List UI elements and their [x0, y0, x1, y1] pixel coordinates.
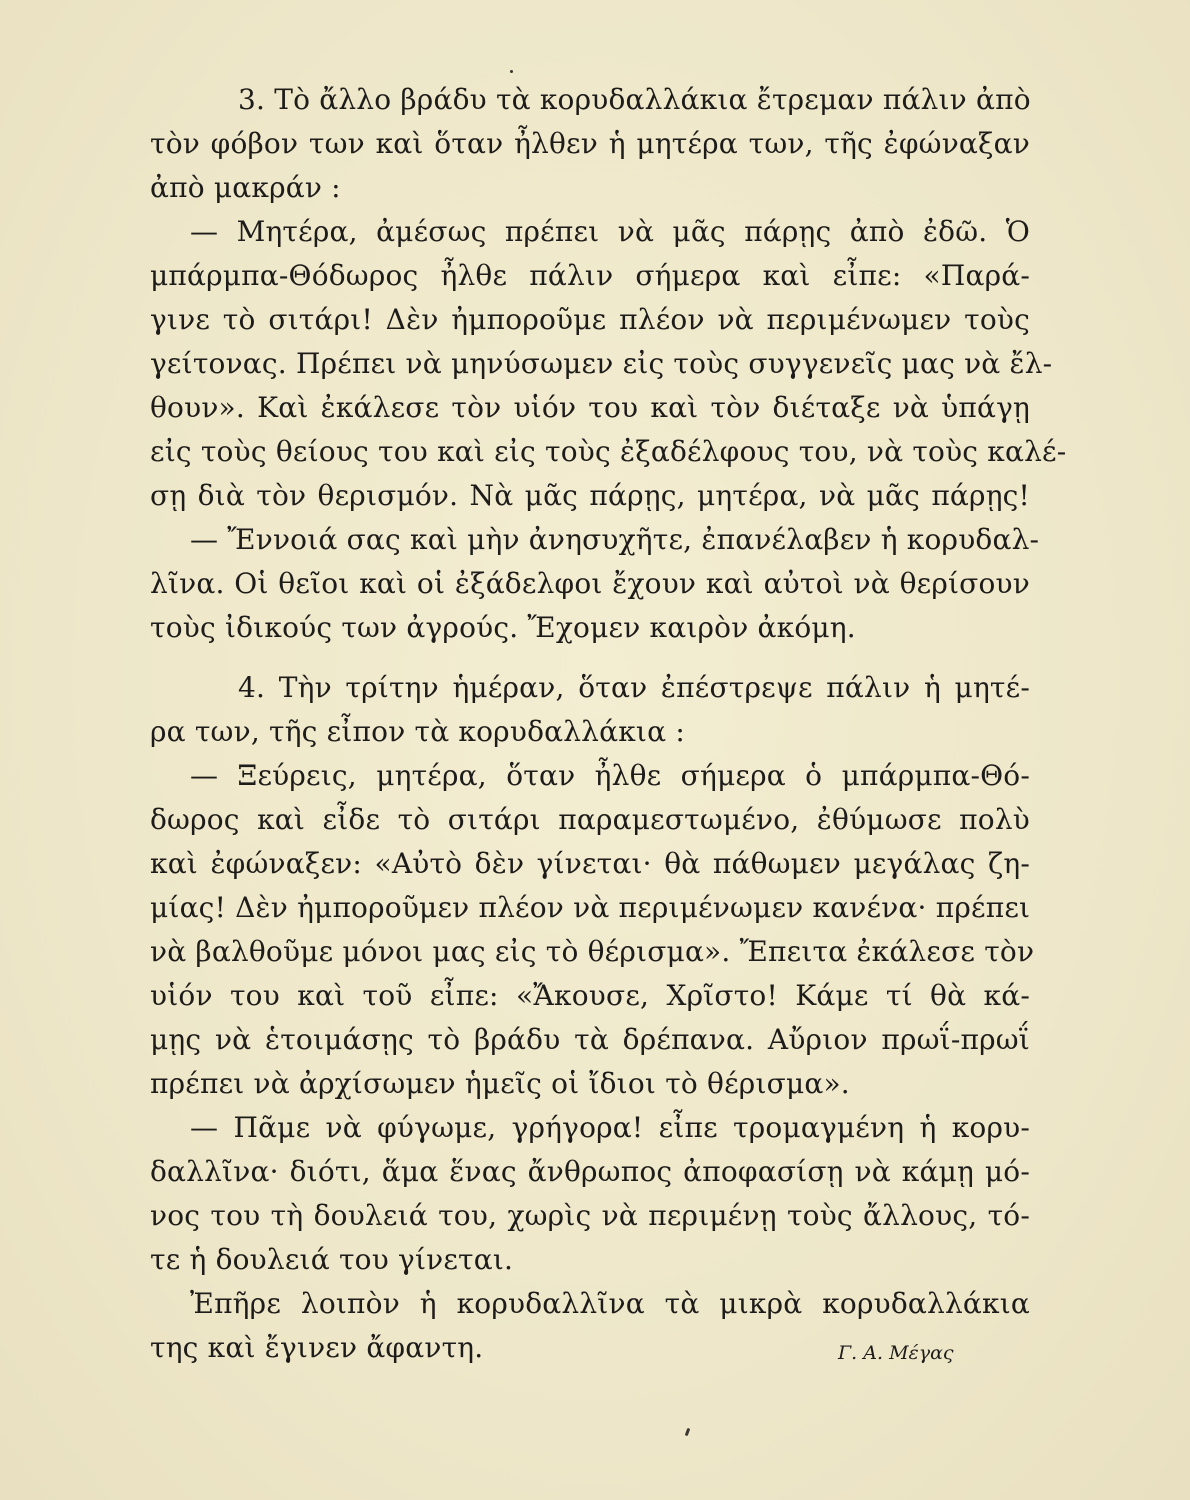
section-3-line: γείτονας. Πρέπει νὰ μηνύσωμεν εἰς τοὺς συγγενεῖς μας νὰ ἔλ- [150, 347, 1053, 380]
section-3-line: μπάρμπα-Θόδωρος ἦλθε πάλιν σήμερα καὶ εἶπε: «Παρά- [150, 259, 1030, 292]
section-3-line: γινε τὸ σιτάρι! Δὲν ἠμποροῦμε πλέον νὰ περιμένωμεν τοὺς [150, 303, 1030, 336]
section-4-line: Ἐπῆρε λοιπὸν ἡ κορυδαλλῖνα τὰ μικρὰ κορυδαλλάκια [190, 1287, 1030, 1320]
section-3-line: τοὺς ἰδικούς των ἀγρούς. Ἔχομεν καιρὸν ἀκόμη. [150, 611, 856, 644]
section-3-line: τὸν φόβον των καὶ ὅταν ἦλθεν ἡ μητέρα των, τῆς ἐφώναξαν [150, 127, 1030, 160]
section-3-line: εἰς τοὺς θείους του καὶ εἰς τοὺς ἐξαδέλφους του, νὰ τοὺς καλέ- [150, 435, 1067, 468]
section-4-line: πρέπει νὰ ἀρχίσωμεν ἡμεῖς οἱ ἴδιοι τὸ θέρισμα». [150, 1067, 850, 1100]
section-4-line: νος του τὴ δουλειά του, χωρὶς νὰ περιμένῃ τοὺς ἄλλους, τό- [150, 1199, 1030, 1232]
section-4-line: 4. Τὴν τρίτην ἡμέραν, ὅταν ἐπέστρεψε πάλιν ἡ μητέ- [238, 671, 1030, 704]
ink-speck [685, 1428, 691, 1437]
section-4-line: μῃς νὰ ἑτοιμάσῃς τὸ βράδυ τὰ δρέπανα. Αὔριον πρωΐ-πρωΐ [150, 1023, 1030, 1056]
section-4-line: δωρος καὶ εἶδε τὸ σιτάρι παραμεστωμένο, ἐθύμωσε πολὺ [150, 803, 1030, 836]
section-4-line: μίας! Δὲν ἠμποροῦμεν πλέον νὰ περιμένωμεν κανένα· πρέπει [150, 891, 1031, 924]
section-3-line: ἀπὸ μακράν : [150, 171, 341, 204]
section-4-line: — Ξεύρεις, μητέρα, ὅταν ἦλθε σήμερα ὁ μπάρμπα-Θό- [190, 759, 1030, 792]
section-3-line: σῃ διὰ τὸν θερισμόν. Νὰ μᾶς πάρῃς, μητέρα, νὰ μᾶς πάρῃς! [150, 479, 1030, 512]
section-4-line: νὰ βαλθοῦμε μόνοι μας εἰς τὸ θέρισμα». Ἔπειτα ἐκάλεσε τὸν [150, 935, 1035, 968]
section-3-line: — Ἔννοιά σας καὶ μὴν ἀνησυχῆτε, ἐπανέλαβεν ἡ κορυδαλ- [190, 523, 1040, 556]
section-4-line: δαλλῖνα· διότι, ἅμα ἕνας ἄνθρωπος ἀποφασίσῃ νὰ κάμῃ μό- [150, 1155, 1030, 1188]
section-4-line: τε ἡ δουλειά του γίνεται. [150, 1243, 514, 1276]
section-4-line: ρα των, τῆς εἶπον τὰ κορυδαλλάκια : [150, 715, 685, 748]
section-4-line: — Πᾶμε νὰ φύγωμε, γρήγορα! εἶπε τρομαγμένη ἡ κορυ- [190, 1111, 1030, 1144]
section-3-line: — Μητέρα, ἀμέσως πρέπει νὰ μᾶς πάρῃς ἀπὸ ἐδῶ. Ὁ [190, 215, 1030, 248]
section-4-line: καὶ ἐφώναξεν: «Αὐτὸ δὲν γίνεται· θὰ πάθωμεν μεγάλας ζη- [150, 847, 1030, 880]
section-3-line: θουν». Καὶ ἐκάλεσε τὸν υἱόν του καὶ τὸν διέταξε νὰ ὑπάγῃ [150, 391, 1030, 424]
section-4-line: της καὶ ἔγινεν ἄφαντη. [150, 1331, 484, 1364]
author-signature: Γ. Α. Μέγας [838, 1342, 954, 1364]
section-3-line: λῖνα. Οἱ θεῖοι καὶ οἱ ἐξάδελφοι ἔχουν καὶ αὐτοὶ νὰ θερίσουν [150, 567, 1030, 600]
section-3-line: 3. Τὸ ἄλλο βράδυ τὰ κορυδαλλάκια ἔτρεμαν πάλιν ἀπὸ [238, 83, 1031, 116]
section-4-line: υἱόν του καὶ τοῦ εἶπε: «Ἄκουσε, Χρῖστο! Κάμε τί θὰ κά- [150, 979, 1030, 1012]
ink-speck [510, 70, 513, 73]
